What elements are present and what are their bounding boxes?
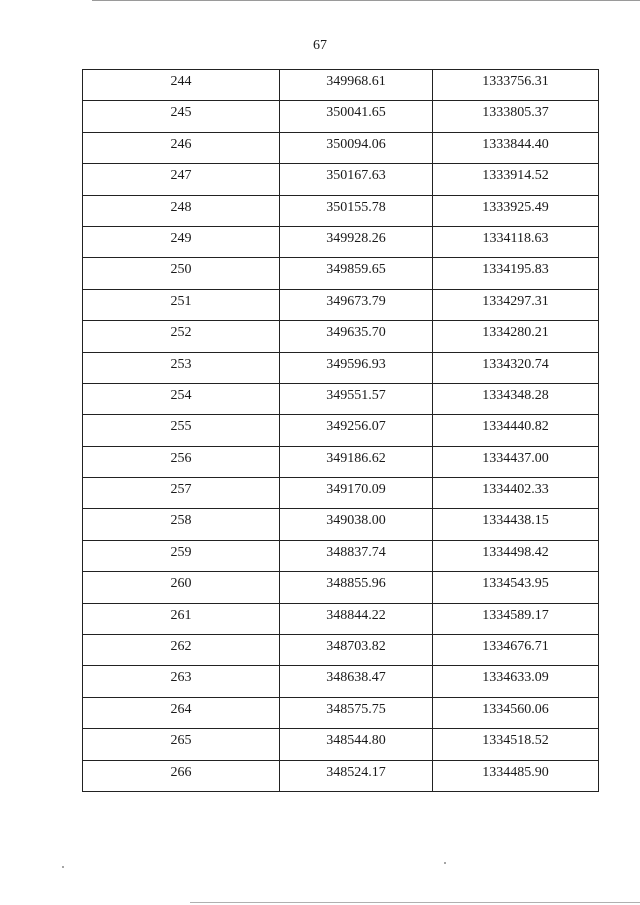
table-row — [83, 353, 598, 384]
x-coordinate-cell: 348837.74 — [279, 541, 432, 571]
point-number-cell: 260 — [170, 576, 192, 592]
x-coordinate-cell: 348575.75 — [279, 698, 432, 728]
y-coordinate-cell: 1334560.06 — [432, 698, 598, 728]
y-coordinate-cell: 1334438.15 — [432, 509, 598, 539]
table-row — [83, 196, 598, 227]
y-coordinate-cell: 1334498.42 — [432, 541, 598, 571]
point-number-cell: 259 — [170, 544, 192, 560]
point-number-cell: 264 — [170, 701, 192, 717]
table-row — [83, 698, 598, 729]
scan-edge-top — [92, 0, 640, 1]
table-row — [83, 70, 598, 101]
table-row — [83, 321, 598, 352]
point-number-cell: 244 — [170, 74, 192, 89]
x-coordinate-cell: 348844.22 — [279, 604, 432, 634]
table-row — [83, 227, 598, 258]
y-coordinate-cell: 1334543.95 — [432, 572, 598, 602]
x-coordinate-cell: 348524.17 — [279, 761, 432, 792]
point-number-cell: 263 — [170, 670, 192, 686]
x-coordinate-cell: 350041.65 — [279, 101, 432, 131]
x-coordinate-cell: 348638.47 — [279, 666, 432, 696]
y-coordinate-cell: 1333805.37 — [432, 101, 598, 131]
point-number-cell: 266 — [170, 764, 192, 780]
table-row — [83, 101, 598, 132]
y-coordinate-cell: 1334437.00 — [432, 447, 598, 477]
x-coordinate-cell: 350155.78 — [279, 196, 432, 226]
y-coordinate-cell: 1333756.31 — [432, 70, 598, 100]
x-coordinate-cell: 349186.62 — [279, 447, 432, 477]
point-number-cell: 257 — [170, 482, 192, 498]
y-coordinate-cell: 1334440.82 — [432, 415, 598, 445]
x-coordinate-cell: 349551.57 — [279, 384, 432, 414]
x-coordinate-cell: 348703.82 — [279, 635, 432, 665]
point-number-cell: 255 — [170, 419, 192, 435]
x-coordinate-cell: 348855.96 — [279, 572, 432, 602]
y-coordinate-cell: 1334297.31 — [432, 290, 598, 320]
y-coordinate-cell: 1333925.49 — [432, 196, 598, 226]
table-row — [83, 415, 598, 446]
table-row — [83, 761, 598, 792]
x-coordinate-cell: 349596.93 — [279, 353, 432, 383]
y-coordinate-cell: 1334195.83 — [432, 258, 598, 288]
point-number-cell: 247 — [170, 168, 192, 184]
x-coordinate-cell: 348544.80 — [279, 729, 432, 759]
table-row — [83, 572, 598, 603]
y-coordinate-cell: 1334320.74 — [432, 353, 598, 383]
point-number-cell: 253 — [170, 356, 192, 372]
x-coordinate-cell: 350094.06 — [279, 133, 432, 163]
table-row — [83, 290, 598, 321]
y-coordinate-cell: 1334518.52 — [432, 729, 598, 759]
point-number-cell: 249 — [170, 230, 192, 246]
point-number-cell: 250 — [170, 262, 192, 278]
table-row — [83, 604, 598, 635]
point-number-cell: 252 — [170, 325, 192, 341]
point-number-cell: 262 — [170, 639, 192, 655]
x-coordinate-cell: 350167.63 — [279, 164, 432, 194]
coordinate-table — [82, 69, 599, 792]
point-number-cell: 256 — [170, 450, 192, 466]
point-number-cell: 246 — [170, 136, 192, 152]
scan-edge-bottom — [190, 902, 640, 903]
table-row — [83, 447, 598, 478]
y-coordinate-cell: 1334676.71 — [432, 635, 598, 665]
y-coordinate-cell: 1333914.52 — [432, 164, 598, 194]
point-number-cell: 248 — [170, 199, 192, 215]
x-coordinate-cell: 349673.79 — [279, 290, 432, 320]
y-coordinate-cell: 1334348.28 — [432, 384, 598, 414]
scan-speck — [444, 862, 446, 864]
point-number-cell: 265 — [170, 733, 192, 749]
x-coordinate-cell: 349928.26 — [279, 227, 432, 257]
point-number-cell: 251 — [170, 293, 192, 309]
point-number-cell: 245 — [170, 105, 192, 121]
point-number-cell: 261 — [170, 607, 192, 623]
y-coordinate-cell: 1334280.21 — [432, 321, 598, 351]
y-coordinate-cell: 1333844.40 — [432, 133, 598, 163]
table-row — [83, 384, 598, 415]
y-coordinate-cell: 1334402.33 — [432, 478, 598, 508]
table-row — [83, 478, 598, 509]
table-row — [83, 133, 598, 164]
table-row — [83, 164, 598, 195]
x-coordinate-cell: 349256.07 — [279, 415, 432, 445]
x-coordinate-cell: 349635.70 — [279, 321, 432, 351]
table-row — [83, 509, 598, 540]
x-coordinate-cell: 349859.65 — [279, 258, 432, 288]
x-coordinate-cell: 349038.00 — [279, 509, 432, 539]
table-row — [83, 635, 598, 666]
y-coordinate-cell: 1334118.63 — [432, 227, 598, 257]
y-coordinate-cell: 1334485.90 — [432, 761, 598, 792]
y-coordinate-cell: 1334633.09 — [432, 666, 598, 696]
point-number-cell: 258 — [170, 513, 192, 529]
table-row — [83, 666, 598, 697]
x-coordinate-cell: 349170.09 — [279, 478, 432, 508]
table-row — [83, 258, 598, 289]
table-row — [83, 729, 598, 760]
table-row — [83, 541, 598, 572]
point-number-cell: 254 — [170, 387, 192, 403]
y-coordinate-cell: 1334589.17 — [432, 604, 598, 634]
x-coordinate-cell: 349968.61 — [279, 70, 432, 100]
scan-speck — [62, 866, 64, 868]
page-number: 67 — [313, 38, 327, 53]
